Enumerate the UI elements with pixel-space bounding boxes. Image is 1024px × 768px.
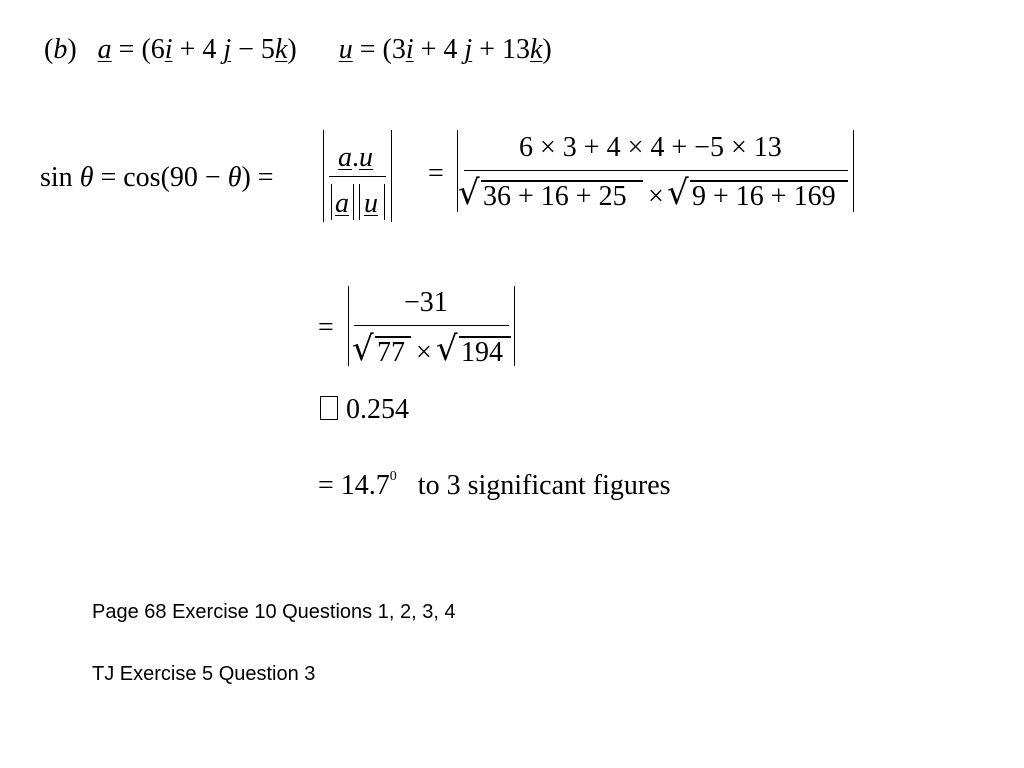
denominator-left: 36 + 16 + 25	[483, 181, 627, 212]
part-label: (b)	[44, 34, 77, 65]
theta-symbol-2: θ	[227, 162, 242, 193]
abs-bar-right	[391, 130, 392, 222]
denominator-194: 194	[461, 337, 503, 368]
mag-bar-4	[384, 184, 385, 220]
significant-figures-text: to 3 significant figures	[417, 470, 671, 501]
vector-a-name: a	[97, 34, 112, 65]
den-vector-a: a	[335, 188, 349, 219]
vector-u-name: u	[338, 34, 353, 65]
sqrt-icon-4: √	[436, 329, 458, 369]
i-unit-2: i	[405, 34, 414, 65]
abs-bar-left	[323, 130, 324, 222]
homework-reference-1: Page 68 Exercise 10 Questions 1, 2, 3, 4	[92, 601, 456, 623]
mag-bar-1	[331, 184, 332, 220]
equals-sign-2: =	[428, 158, 444, 189]
vector-definitions	[44, 36, 552, 64]
final-answer	[318, 470, 671, 500]
num-vector-u: u	[359, 142, 373, 173]
den-vector-u: u	[364, 188, 378, 219]
a-mid2: − 5	[231, 34, 275, 65]
times-sign: ×	[648, 181, 664, 212]
fraction-line-3	[354, 325, 509, 326]
homework-reference-2: TJ Exercise 5 Question 3	[92, 663, 316, 685]
a-mid1: + 4	[172, 34, 217, 65]
approx-value: 0.254	[346, 394, 409, 425]
theta-symbol: θ	[79, 162, 94, 193]
abs-bar-left-3	[348, 286, 349, 366]
j-unit: j	[223, 34, 232, 65]
equals-sign: ) =	[241, 162, 274, 193]
fraction-line-2	[464, 170, 848, 171]
vector-a-eq: = (6	[118, 34, 165, 65]
fraction-line-1	[329, 176, 386, 177]
sqrt-icon-2: √	[667, 173, 689, 213]
u-mid2: + 13	[472, 34, 530, 65]
dot-product-numerator	[338, 144, 373, 172]
mag-bar-2	[353, 184, 354, 220]
denominator-77: 77	[377, 337, 405, 368]
numerator-expanded: 6 × 3 + 4 × 4 + −5 × 13	[519, 132, 782, 163]
vector-u-eq: = (3	[359, 34, 406, 65]
equals-sign-3: =	[318, 312, 334, 343]
sine-identity	[40, 164, 274, 192]
abs-bar-right-3	[514, 286, 515, 366]
cos-expression: = cos(90 −	[93, 162, 228, 193]
sqrt-icon-3: √	[352, 329, 374, 369]
i-unit: i	[164, 34, 173, 65]
u-mid1: + 4	[413, 34, 458, 65]
numerator-simplified: −31	[404, 287, 448, 318]
k-unit: k	[274, 34, 288, 65]
sqrt-icon-1: √	[458, 173, 480, 213]
k-unit-2: k	[529, 34, 543, 65]
magnitude-a	[335, 190, 349, 218]
mag-bar-3	[359, 184, 360, 220]
magnitude-u	[364, 190, 378, 218]
sin-label: sin	[40, 162, 73, 193]
denominator-right: 9 + 16 + 169	[692, 181, 836, 212]
approx-line	[320, 396, 409, 424]
j-unit-2: j	[464, 34, 473, 65]
abs-bar-right-2	[853, 130, 854, 212]
degree-superscript: 0	[389, 469, 397, 484]
times-sign-3: ×	[416, 337, 432, 368]
a-close: )	[287, 34, 297, 65]
u-close: )	[542, 34, 552, 65]
angle-value: = 14.7	[318, 470, 390, 501]
num-vector-a: a	[338, 142, 352, 173]
missing-glyph-box	[320, 396, 338, 420]
dot-operator: .	[352, 142, 359, 173]
